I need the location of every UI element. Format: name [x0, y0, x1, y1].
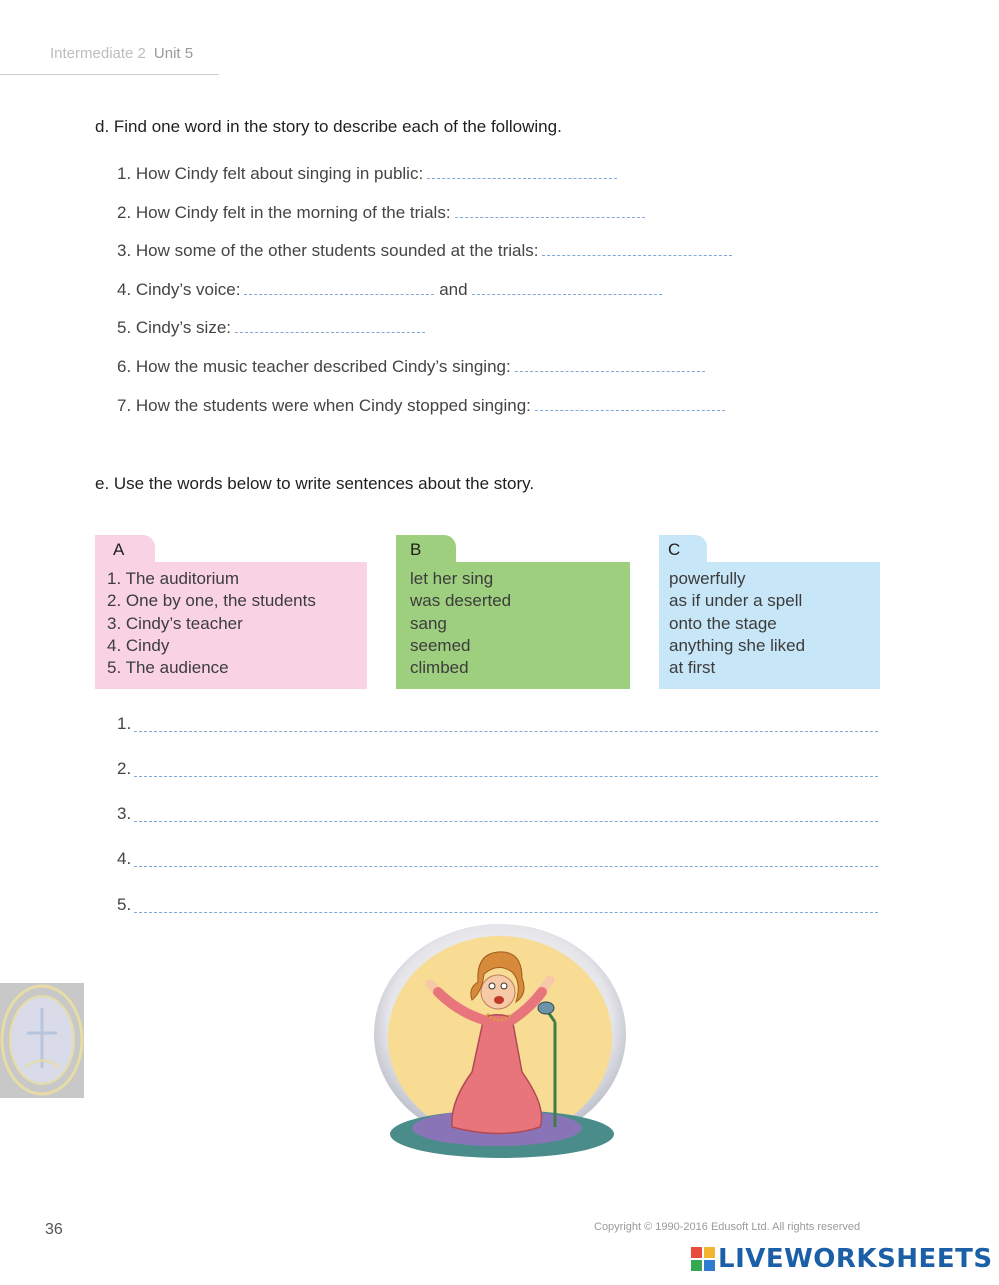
question-4-text: 4. Cindy’s voice:	[117, 280, 241, 299]
word-a-4: 4. Cindy	[107, 635, 170, 655]
answer-blank-6[interactable]	[515, 357, 705, 372]
word-a-5: 5. The audience	[107, 658, 229, 678]
question-6-text: 6. How the music teacher described Cindy’s singing:	[117, 357, 511, 376]
sentence-line-1[interactable]	[134, 731, 878, 732]
question-7-text: 7. How the students were when Cindy stopped singing:	[117, 396, 531, 415]
header-divider	[0, 74, 219, 75]
word-box-b-list	[396, 562, 630, 689]
answer-blank-7[interactable]	[535, 396, 725, 411]
question-3-text: 3. How some of the other students sounded at the trials:	[117, 241, 539, 260]
sentence-line-3[interactable]	[134, 821, 878, 822]
word-b-2: was deserted	[410, 591, 512, 611]
answer-blank-2[interactable]	[455, 203, 645, 218]
word-box-c-tab: C	[659, 535, 707, 565]
answer-blank-4b[interactable]	[472, 280, 662, 295]
word-box-c-list	[659, 562, 880, 689]
question-3	[117, 241, 732, 261]
question-1-text: 1. How Cindy felt about singing in public:	[117, 164, 424, 183]
word-box-a-list	[95, 562, 367, 689]
answer-blank-3[interactable]	[542, 241, 732, 256]
answer-blank-5[interactable]	[235, 318, 425, 333]
question-1	[117, 164, 617, 184]
sentence-number-3: 3.	[117, 804, 132, 823]
sentence-line-2[interactable]	[134, 776, 878, 777]
answer-blank-1[interactable]	[427, 164, 617, 179]
sentence-number-2: 2.	[117, 759, 132, 778]
word-b-5: climbed	[410, 658, 469, 678]
word-b-1: let her sing	[410, 569, 494, 588]
answer-blank-4a[interactable]	[244, 280, 434, 295]
word-c-1: powerfully	[669, 569, 746, 588]
sentence-line-5[interactable]	[134, 912, 878, 913]
section-e-title: e. Use the words below to write sentences about the story.	[95, 474, 535, 493]
word-c-5: at first	[669, 658, 716, 678]
page-header	[50, 45, 193, 62]
liveworksheets-logo	[690, 1244, 993, 1274]
word-a-3: 3. Cindy’s teacher	[107, 613, 243, 633]
copyright-notice: Copyright © 1990-2016 Edusoft Ltd. All rights reserved	[594, 1221, 861, 1233]
question-5	[117, 318, 425, 338]
question-2-text: 2. How Cindy felt in the morning of the trials:	[117, 203, 451, 222]
sentence-number-5: 5.	[117, 895, 132, 914]
sentence-number-4: 4.	[117, 849, 132, 868]
word-box-a-tab: A	[95, 535, 155, 565]
unit-label: Unit 5	[153, 45, 194, 62]
question-6	[117, 357, 705, 377]
question-7	[117, 396, 725, 416]
word-a-2: 2. One by one, the students	[107, 591, 316, 611]
word-c-3: onto the stage	[669, 613, 777, 633]
question-2	[117, 203, 645, 223]
word-box-b-tab: B	[396, 535, 456, 565]
word-c-2: as if under a spell	[669, 591, 803, 611]
section-d-title: d. Find one word in the story to describe each of the following.	[95, 117, 562, 136]
liveworksheets-logo-icon	[690, 1246, 716, 1272]
sentence-line-4[interactable]	[134, 866, 878, 867]
seal-emblem-icon	[0, 983, 84, 1098]
word-c-4: anything she liked	[669, 635, 806, 655]
word-b-3: sang	[410, 613, 447, 633]
singer-illustration	[372, 922, 634, 1166]
brand-name: LIVEWORKSHEETS	[718, 1244, 993, 1274]
page-number: 36	[45, 1221, 63, 1238]
question-5-text: 5. Cindy’s size:	[117, 318, 232, 337]
question-4	[117, 280, 662, 300]
university-seal-watermark	[0, 983, 84, 1098]
question-4-joiner: and	[439, 280, 468, 299]
level-label: Intermediate 2	[50, 45, 146, 62]
word-b-4: seemed	[410, 635, 471, 655]
sentence-number-1: 1.	[117, 714, 132, 733]
word-a-1: 1. The auditorium	[107, 569, 239, 588]
